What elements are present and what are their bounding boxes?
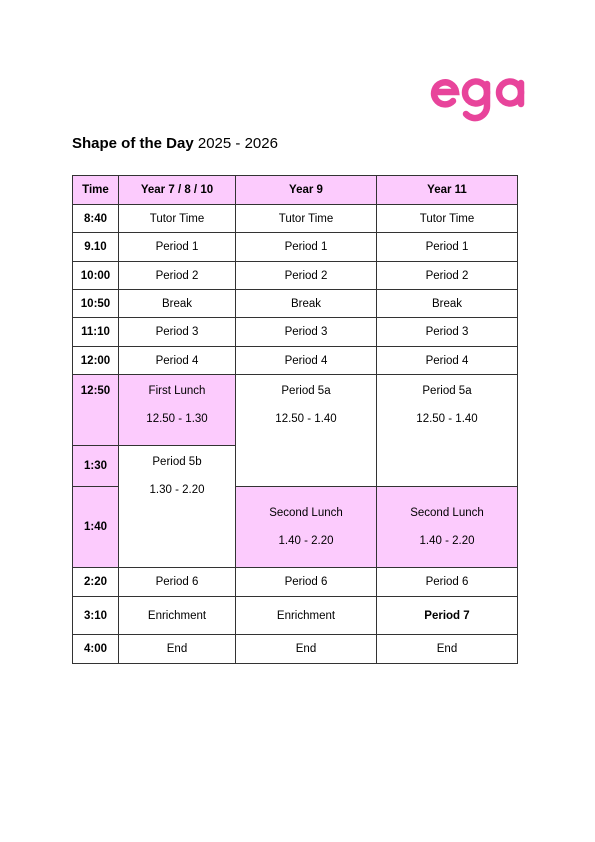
cell-y9-second-lunch [236, 487, 377, 568]
slot-name: Second Lunch [410, 507, 484, 519]
slot-range: 1.40 - 2.20 [419, 535, 475, 547]
cell-y9: Period 1 [236, 233, 377, 262]
time-cell: 12:00 [73, 347, 119, 375]
slot-range: 12.50 - 1.30 [146, 413, 208, 425]
table-row [73, 347, 518, 375]
cell-y11: Period 6 [377, 568, 518, 597]
table-row [73, 233, 518, 262]
slot-range: 12.50 - 1.40 [416, 413, 478, 425]
cell-y9-period-5a [236, 375, 377, 487]
slot-name: Period 5b [152, 456, 202, 468]
slot-range: 1.40 - 2.20 [278, 535, 334, 547]
cell-y11: Period 2 [377, 262, 518, 290]
cell-y7: Period 1 [119, 233, 236, 262]
table-row [73, 375, 518, 446]
slot-range: 1.30 - 2.20 [149, 484, 205, 496]
cell-y9: End [236, 635, 377, 664]
cell-y11: Period 3 [377, 318, 518, 347]
header-year-7-8-10: Year 7 / 8 / 10 [119, 176, 236, 205]
cell-y11-second-lunch [377, 487, 518, 568]
cell-y9: Period 4 [236, 347, 377, 375]
cell-y11: Period 1 [377, 233, 518, 262]
cell-y7: Period 6 [119, 568, 236, 597]
time-cell: 9.10 [73, 233, 119, 262]
table-row [73, 568, 518, 597]
cell-y7-first-lunch [119, 375, 236, 446]
cell-y11: Tutor Time [377, 205, 518, 233]
cell-y7: Period 4 [119, 347, 236, 375]
page-title: Shape of the Day 2025 - 2026 [72, 135, 278, 152]
time-cell: 11:10 [73, 318, 119, 347]
table-row [73, 262, 518, 290]
cell-y11-period-5a [377, 375, 518, 487]
cell-y9: Period 3 [236, 318, 377, 347]
header-time: Time [73, 176, 119, 205]
cell-y11: Break [377, 290, 518, 318]
cell-y7: Enrichment [119, 597, 236, 635]
cell-y11: End [377, 635, 518, 664]
cell-y7-period-5b [119, 446, 236, 568]
ega-logo [430, 70, 530, 132]
cell-y9: Tutor Time [236, 205, 377, 233]
cell-y7: End [119, 635, 236, 664]
time-cell: 3:10 [73, 597, 119, 635]
cell-y11: Period 7 [377, 597, 518, 635]
table-row [73, 205, 518, 233]
cell-y7: Period 3 [119, 318, 236, 347]
table-row [73, 635, 518, 664]
slot-name: Period 5a [422, 385, 472, 397]
cell-y7: Break [119, 290, 236, 318]
time-cell: 1:30 [73, 446, 119, 487]
table-row [73, 318, 518, 347]
slot-range: 12.50 - 1.40 [275, 413, 337, 425]
cell-y9: Period 2 [236, 262, 377, 290]
header-row [73, 176, 518, 205]
time-cell: 2:20 [73, 568, 119, 597]
cell-y9: Break [236, 290, 377, 318]
cell-y9: Enrichment [236, 597, 377, 635]
time-cell: 10:00 [73, 262, 119, 290]
time-cell: 4:00 [73, 635, 119, 664]
time-cell: 8:40 [73, 205, 119, 233]
time-cell: 10:50 [73, 290, 119, 318]
schedule-table [72, 175, 518, 664]
slot-name: Period 5a [281, 385, 331, 397]
header-year-11: Year 11 [377, 176, 518, 205]
cell-y7: Tutor Time [119, 205, 236, 233]
cell-y9: Period 6 [236, 568, 377, 597]
slot-name: Second Lunch [269, 507, 343, 519]
cell-y7: Period 2 [119, 262, 236, 290]
slot-name: First Lunch [148, 385, 206, 397]
header-year-9: Year 9 [236, 176, 377, 205]
time-cell: 12:50 [73, 375, 119, 446]
cell-y11: Period 4 [377, 347, 518, 375]
time-cell: 1:40 [73, 487, 119, 568]
table-row [73, 290, 518, 318]
table-row [73, 597, 518, 635]
